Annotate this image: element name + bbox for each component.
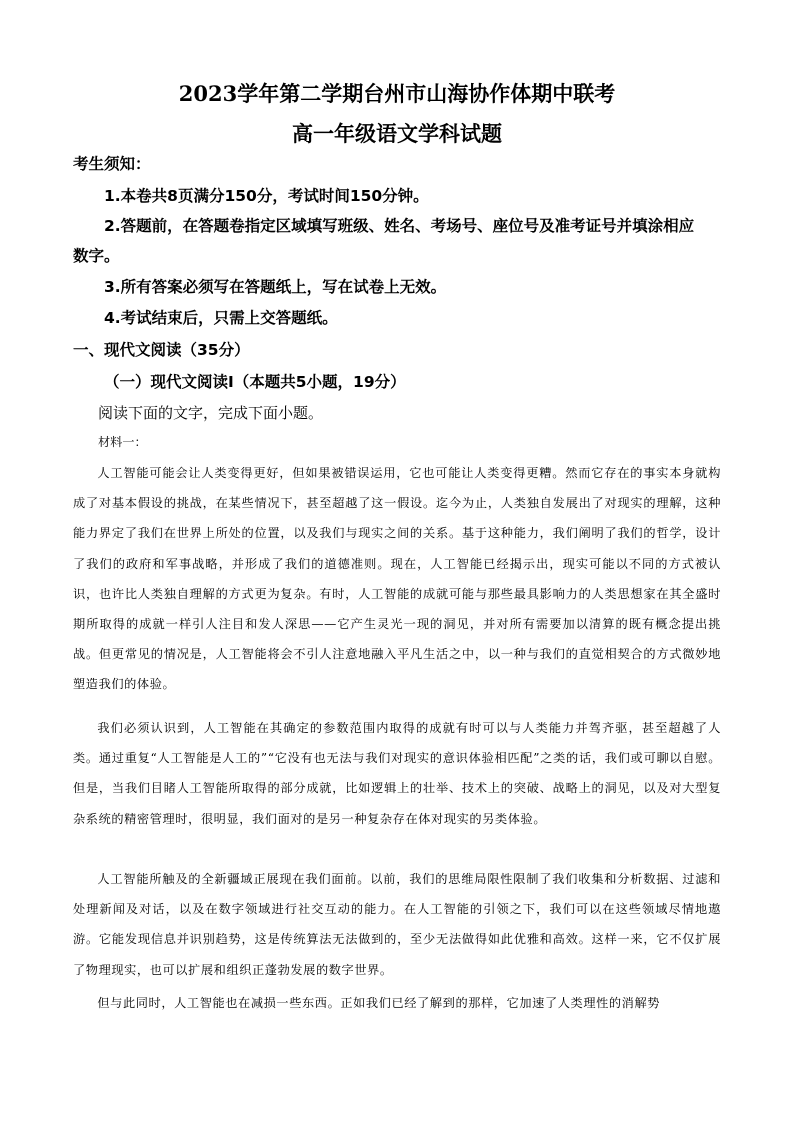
exam-title: 2023学年第二学期台州市山海协作体期中联考 — [178, 81, 616, 106]
section-heading: 一、现代文阅读（35分） — [73, 341, 250, 359]
paragraph-2: 我们必须认识到，人工智能在其确定的参数范围内取得的成就有时可以与人类能力并驾齐驱，甚至超越了人类。通过重复“人工智能是人工的”“它没有也无法与我们对现实的意识体验相匹配”之类的话，我们或可聊以自慰。但是，当我们目睹人工智能所取得的部分成就，比如逻辑上的壮举、技术上的突破、战略上的洞见，以及对大型复杂系统的精密管理时，很明显，我们面对的是另一种复杂存在体对现实的另类体验。 — [73, 721, 721, 826]
notice-item-2: 2.答题前，在答题卷指定区域填写班级、姓名、考场号、座位号及准考证号并填涂相应 — [104, 217, 695, 235]
material-label: 材料一： — [98, 435, 147, 449]
paragraph-3: 人工智能所触及的全新疆域正展现在我们面前。以前，我们的思维局限性限制了我们收集和分析数据、过滤和处理新闻及对话，以及在数字领域进行社交互动的能力。在人工智能的引领之下，我们可以在这些领域尽情地遨游。它能发现信息并识别趋势，这是传统算法无法做到的，至少无法做得如此优雅和高效。这样一来，它不仅扩展了物理现实，也可以扩展和组织正蓬勃发展的数字世界。 — [73, 872, 721, 977]
paragraph-1: 人工智能可能会让人类变得更好，但如果被错误运用，它也可能让人类变得更糟。然而它存在的事实本身就构成了对基本假设的挑战，在某些情况下，甚至超越了这一假设。迄今为止，人类独自发展出了对现实的理解，这种能力界定了我们在世界上所处的位置，以及我们与现实之间的关系。基于这种能力，我们阐明了我们的哲学，设计了我们的政府和军事战略，并形成了我们的道德准则。现在，人工智能已经揭示出，现实可能以不同的方式被认识，也许比人类独自理解的方式更为复杂。有时，人工智能的成就可能与那些最具影响力的人类思想家在其全盛时期所取得的成就一样引人注目和发人深思——它产生灵光一现的洞见，并对所有需要加以清算的既有概念提出挑战。但更常见的情况是，人工智能将会不引人注意地融入平凡生活之中，以一种与我们的直觉相契合的方式微妙地塑造我们的体验。 — [73, 466, 721, 692]
notice-item-2-cont: 数字。 — [73, 247, 120, 265]
notice-item-3: 3.所有答案必须写在答题纸上，写在试卷上无效。 — [104, 278, 447, 296]
paragraph-4: 但与此同时，人工智能也在减损一些东西。正如我们已经了解到的那样，它加速了人类理性的消解势 — [97, 996, 661, 1010]
notice-item-4: 4.考试结束后，只需上交答题纸。 — [104, 309, 338, 327]
notice-item-1: 1.本卷共8页满分150分，考试时间150分钟。 — [104, 187, 429, 205]
subsection-heading: （一）现代文阅读Ⅰ（本题共5小题，19分） — [104, 373, 406, 391]
exam-subtitle: 高一年级语文学科试题 — [292, 121, 502, 146]
notice-heading: 考生须知： — [73, 155, 151, 173]
reading-instruction: 阅读下面的文字，完成下面小题。 — [98, 404, 324, 422]
